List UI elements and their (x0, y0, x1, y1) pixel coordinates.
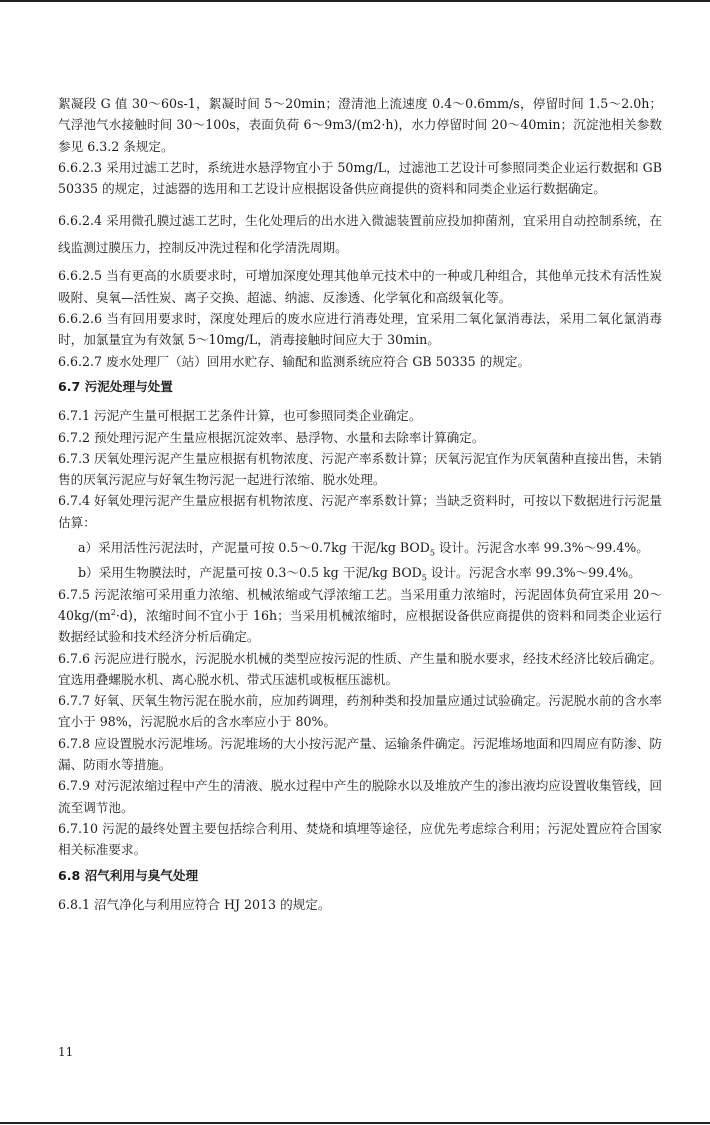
section-heading-6-7: 6.7 污泥处理与处置 (58, 378, 173, 394)
clause-6-7-10: 6.7.10 污泥的最终处置主要包括综合利用、焚烧和填埋等途径，应优先考虑综合利用；污泥处置应符合国家相关标准要求。 (58, 820, 662, 858)
clause-6-6-2-7: 6.6.2.7 废水处理厂（站）回用水贮存、输配和监测系统应符合 GB 50335 的规定。 (58, 353, 531, 369)
clause-6-6-2-5: 6.6.2.5 当有更高的水质要求时，可增加深度处理其他单元技术中的一种或几种组合，其他单元技术有活性炭吸附、臭氧—活性炭、离子交换、超滤、纳滤、反渗透、化学氧化和高级氧化等。 (58, 268, 662, 305)
clause-6-7-8: 6.7.8 应设置脱水污泥堆场。污泥堆场的大小按污泥产量、运输条件确定。污泥堆场地面和四周应有防渗、防漏、防雨水等措施。 (58, 735, 662, 773)
clause-6-7-4-b: b）采用生物膜法时，产泥量可按 0.3～0.5 kg 干泥/kg $BOD_5$ 设计。污泥含水率 99.3%～99.4%。 (78, 565, 641, 583)
clause-6-7-5: 6.7.5 污泥浓缩可采用重力浓缩、机械浓缩或气浮浓缩工艺。当采用重力浓缩时，污泥固体负荷宜采用 $20\sim 40kg/(m^2\cdot d)$，浓缩时间不宜小于 16h；当采用机械浓缩时，应根据设备供应商提供的资料和同类企业运行数据经试验和技术经济分析后确定。 (58, 586, 662, 645)
paragraph-flocculation-params: 絮凝段 G 值 30～60s-1，絮凝时间 5～20min；澄清池上流速度 0.4～0.6mm/s，停留时间 1.5～2.0h；气浮池气水接触时间 30～100s，表面负荷 6～9m3/(m2·h)，水力停留时间 20～40min；沉淀池相关参数参见 6.3.2 条规定。 (58, 96, 662, 154)
clause-6-6-2-6: 6.6.2.6 当有回用要求时，深度处理后的废水应进行消毒处理，宜采用二氧化氯消毒法，采用二氧化氯消毒时，加氯量宜为有效氯 5～10mg/L，消毒接触时间应大于 30min。 (58, 311, 662, 348)
clause-6-7-6: 6.7.6 污泥应进行脱水，污泥脱水机械的类型应按污泥的性质、产生量和脱水要求，经技术经济比较后确定。宜选用叠螺脱水机、离心脱水机、带式压滤机或板框压滤机。 (58, 650, 662, 687)
clause-6-6-2-4: 6.6.2.4 采用微孔膜过滤工艺时，生化处理后的出水进入微滤装置前应投加抑菌剂，宜采用自动控制系统，在线监测过膜压力，控制反冲洗过程和化学清洗周期。 (58, 213, 662, 256)
clause-6-7-4-a: a）采用活性污泥法时，产泥量可按 0.5～0.7kg 干泥/kg $BOD_5$ 设计。污泥含水率 99.3%～99.4%。 (78, 540, 649, 558)
clause-6-7-3: 6.7.3 厌氧处理污泥产生量应根据有机物浓度、污泥产率系数计算；厌氧污泥宜作为厌氧菌种直接出售，未销售的厌氧污泥应与好氧生物污泥一起进行浓缩、脱水处理。 (58, 450, 662, 488)
page-number: 11 (58, 1045, 74, 1059)
clause-6-8-1: 6.8.1 沼气净化与利用应符合 HJ 2013 的规定。 (58, 896, 331, 912)
clause-6-7-4: 6.7.4 好氧处理污泥产生量应根据有机物浓度、污泥产率系数计算；当缺乏资料时，可按以下数据进行污泥量估算： (58, 493, 662, 530)
clause-6-7-7: 6.7.7 好氧、厌氧生物污泥在脱水前，应加药调理，药剂种类和投加量应通过试验确定。污泥脱水前的含水率宜小于 98%，污泥脱水后的含水率应小于 80%。 (58, 693, 662, 730)
top-rule (0, 0, 710, 2)
section-heading-6-8: 6.8 沼气利用与臭气处理 (58, 867, 199, 883)
document-body (58, 93, 662, 915)
bottom-rule (0, 1122, 710, 1124)
clause-6-7-9: 6.7.9 对污泥浓缩过程中产生的清液、脱水过程中产生的脱除水以及堆放产生的渗出液均应设置收集管线，回流至调节池。 (58, 778, 662, 815)
clause-6-7-1: 6.7.1 污泥产生量可根据工艺条件计算，也可参照同类企业确定。 (58, 408, 422, 424)
clause-6-7-2: 6.7.2 预处理污泥产生量应根据沉淀效率、悬浮物、水量和去除率计算确定。 (58, 429, 485, 445)
clause-6-6-2-3: 6.6.2.3 采用过滤工艺时，系统进水悬浮物宜小于 50mg/L，过滤池工艺设计可参照同类企业运行数据和 GB 50335 的规定，过滤器的选用和工艺设计应根据设备供应商提供的资料和同类企业运行数据确定。 (58, 159, 662, 197)
